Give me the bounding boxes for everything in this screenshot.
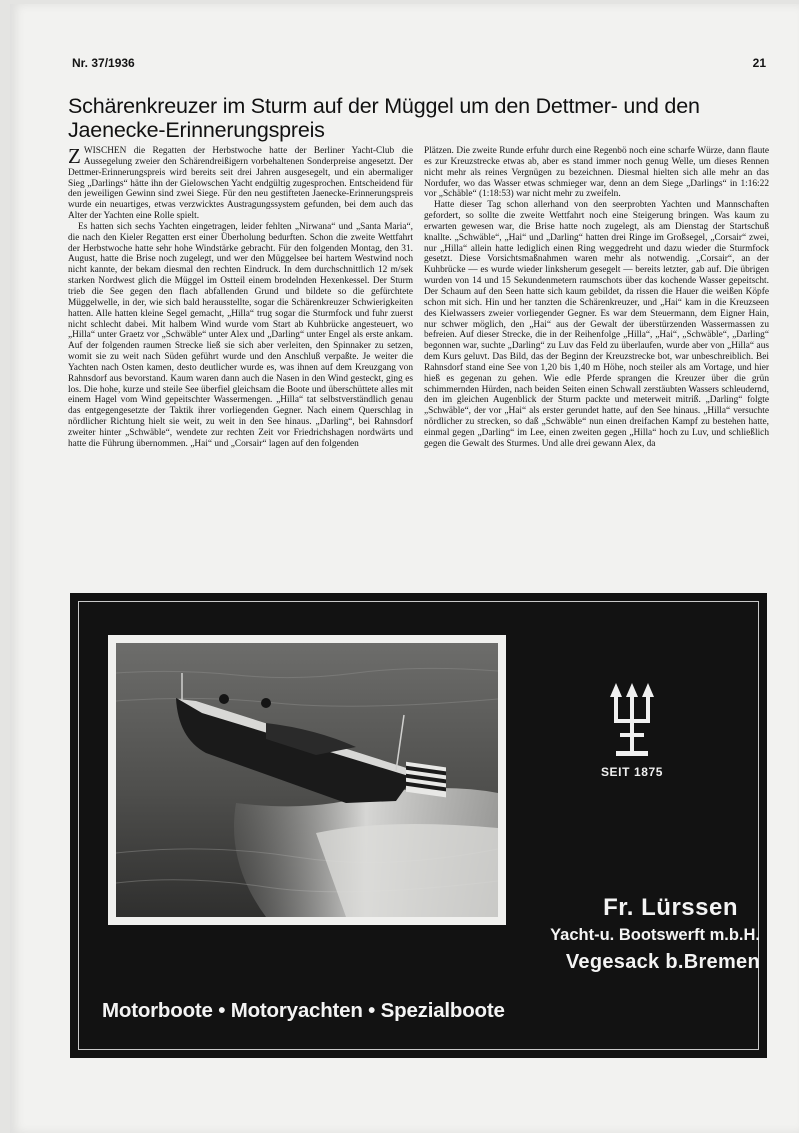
issue-number: Nr. 37/1936 xyxy=(72,56,135,70)
motorboat-photo-image xyxy=(116,643,498,917)
article-paragraph: Hatte dieser Tag schon allerhand von den seerprobten Yachten und Mannschaften gefordert, so sollte die zweite Wettfahrt noch eine Steigerung bringen. Was kaum zu erwarten gewesen war, die Brise hatte noch zugelegt, als am Dienstag der Startschuß knallte. „Schwäble“, „Hai“ und „Darling“ hatten drei Ringe im Großsegel, „Corsair“ zwei, nur „Hilla“ allein hatte lediglich einen Ring weggedreht und dazu wieder die Sturmfock gesetzt. Diese Vorsichtsmaßnahmen waren mehr als notwendig. „Corsair“, an der Kuhbrücke — es wurde wieder linksherum gesegelt — bereits letzter, gab auf. Die übrigen wurden von 14 und 15 Sekundenmetern raumschots über das kochende Wasser gepeitscht. Der Schaum auf den Seen hatte sich kaum gebildet, da rissen die Hauer die weißen Köpfe schon mit sich. Hin und her tanzten die Schärenkreuzer, und „Hai“ kam in die Kreuzseen des Kielwassers zweier vorliegender Gegner. Es war dem Steuermann, dem Eigner Hain, nur schwer möglich, den „Hai“ aus der Gewalt der überstürzenden Wassermassen zu befreien. Auf dieser Strecke, die in der Reihenfolge „Hilla“, „Hai“, „Schwäble“, „Darling“ begonnen war, suchte „Darling“ zu Luv das Feld zu überlaufen, wurde aber von „Hilla“ aus dem Kurs geluvt. Das Bild, das der Beginn der Kreuzstrecke bot, war unbeschreiblich. Bei Rahnsdorf stand eine See von 1,20 bis 1,40 m Höhe, noch steiler als am Vortage, und hier hieß es gegenan zu gehen. Wie edle Pferde sprangen die Kreuzer über die grün schimmernden Hürden, nach beiden Seiten einen Schwall zerstäubten Wassers schleudernd, den im gleichen Augenblick der Sturm packte und meterweit mitriß. „Darling“ folgte „Schwäble“, der vor „Hai“ als erster gerundet hatte, auf den See hinaus. „Hilla“ versuchte nördlicher zu strecken, so daß „Schwäble“ nun einen dreifachen Kampf zu bestehen hatte, einmal gegen „Darling“ im Lee, einen zweiten gegen „Hilla“ hoch zu Luv, und schließlich gegen die Gewalt des Sturmes. Und alle drei gewann Alex, da xyxy=(424,200,769,449)
article-title: Schärenkreuzer im Sturm auf der Müggel um den Dettmer- und den Jaenecke-Erinnerungspreis xyxy=(68,94,700,142)
motorboat-photo-icon xyxy=(108,635,506,925)
boat-flag xyxy=(406,762,446,798)
company-location: Vegesack b.Bremen xyxy=(565,951,760,973)
article-paragraph: Plätzen. Die zweite Runde erfuhr durch eine Regenbö noch eine scharfe Würze, dann flaute es zur Kreuzstrecke etwas ab, aber es stand immer noch genug Welle, um dieses Rennen nicht mehr als reines Vergnügen zu bezeichnen. Diesmal hielten sich alle mehr an das Nordufer, wo das Wasser etwas schmieger war, denn an dem Siege „Darlings“ in 1:16:22 vor „Schäble“ (1:18:53) war nicht mehr zu zweifeln. xyxy=(424,146,769,200)
trident-logo-icon xyxy=(606,681,658,761)
article-paragraph: ZWISCHEN die Regatten der Herbstwoche hatte der Berliner Yacht-Club die Aussegelung zweier den Schärendreißigern vorbehaltenen Sonderpreise angesetzt. Der Dettmer-Erinnerungspreis wird bereits seit drei Jahren ausgesegelt, und ein abermaliger Sieg „Darlings“ hätte ihn der Gielowschen Yacht endgültig zugesprochen. Entscheidend für den jeweiligen Gewinn sind zwei Siege. Für den neu gestifteten Jaenecke-Erinnerungspreis wurde ein neuartiges, etwas verzwicktes Austragungssystem gefunden, bei dem auch das Alter der Yachten eine Rolle spielt. xyxy=(68,146,413,222)
advertisement xyxy=(70,593,767,1058)
page-header xyxy=(72,56,766,74)
page-number: 21 xyxy=(752,56,766,70)
company-block xyxy=(510,893,760,977)
company-type: Yacht-u. Bootswerft m.b.H. xyxy=(550,926,760,944)
company-name: Fr. Lürssen xyxy=(603,894,738,921)
advertisement-slogan: Motorboote • Motoryachten • Spezialboote xyxy=(102,999,505,1022)
article-column-left xyxy=(68,146,413,578)
drop-cap: Z xyxy=(68,146,81,168)
founded-since: SEIT 1875 xyxy=(600,765,664,779)
article-paragraph: Es hatten sich sechs Yachten eingetragen, leider fehlten „Nirwana“ und „Santa Maria“, die nach den Kieler Regatten erst einer Überholung bedurften. Schon die zweite Wettfahrt der Herbstwoche hatte sehr hohe Windstärke gebracht. Für den folgenden Montag, den 31. August, hatte die Brise noch zugelegt, und wer den Müggelsee bei hartem Westwind noch nicht kannte, der bekam diesmal den rechten Eindruck. In dem durchschnittlich 12 m/sek starken Nordwest glich die Müggel im Ostteil einem brodelnden Hexenkessel. Der Sturm trieb die See gegen den flach abfallenden Grund und bildete so die gefürchtete Müggelwelle, in der, wie sich bald herausstellte, sogar die Schärenkreuzer Schwierigkeiten hatten. Alle hatten kleine Segel gemacht, „Hilla“ trug sogar die Sturmfock und fuhr zuerst nicht schlecht dabei. Mit halbem Wind wurde vom Start ab Kuhbrücke angesteuert, wo „Hilla“ unter Graetz vor „Schwäble“ unter Alex und „Darling“ unter Engel als erste ankam. Auf der folgenden raumen Strecke ließ sie sich aber verleiten, den Spinnaker zu setzen, womit sie zu weit nach Süden geführt wurde und den Anschluß verpaßte. Je weiter die Yachten nach Osten kamen, desto deutlicher wurde es, was ihnen auf dem Kreuzgang von Rahnsdorf aus bevorstand. Kaum waren dann auch die Nasen in den Wind gesteckt, ging es los. Die hohe, kurze und steile See überfiel gleichsam die Boote und überschüttete alles mit einem Hagel vom Wind gepeitschter Wassermengen. „Hilla“ tat selbstverständlich genau das entgegengesetzte der Taktik ihrer vorliegenden Gegner. Nach einem Querschlag in nördlicher Richtung hielt sie weit, zu weit in den See hinaus. „Darling“, bei Rahnsdorf zweiter hinter „Schwäble“, wendete zur rechten Zeit vor Friedrichshagen nordwärts und hatte die Führung übernommen. „Hai“ und „Corsair“ lagen auf den folgenden xyxy=(68,221,413,449)
article-column-right xyxy=(424,146,769,578)
